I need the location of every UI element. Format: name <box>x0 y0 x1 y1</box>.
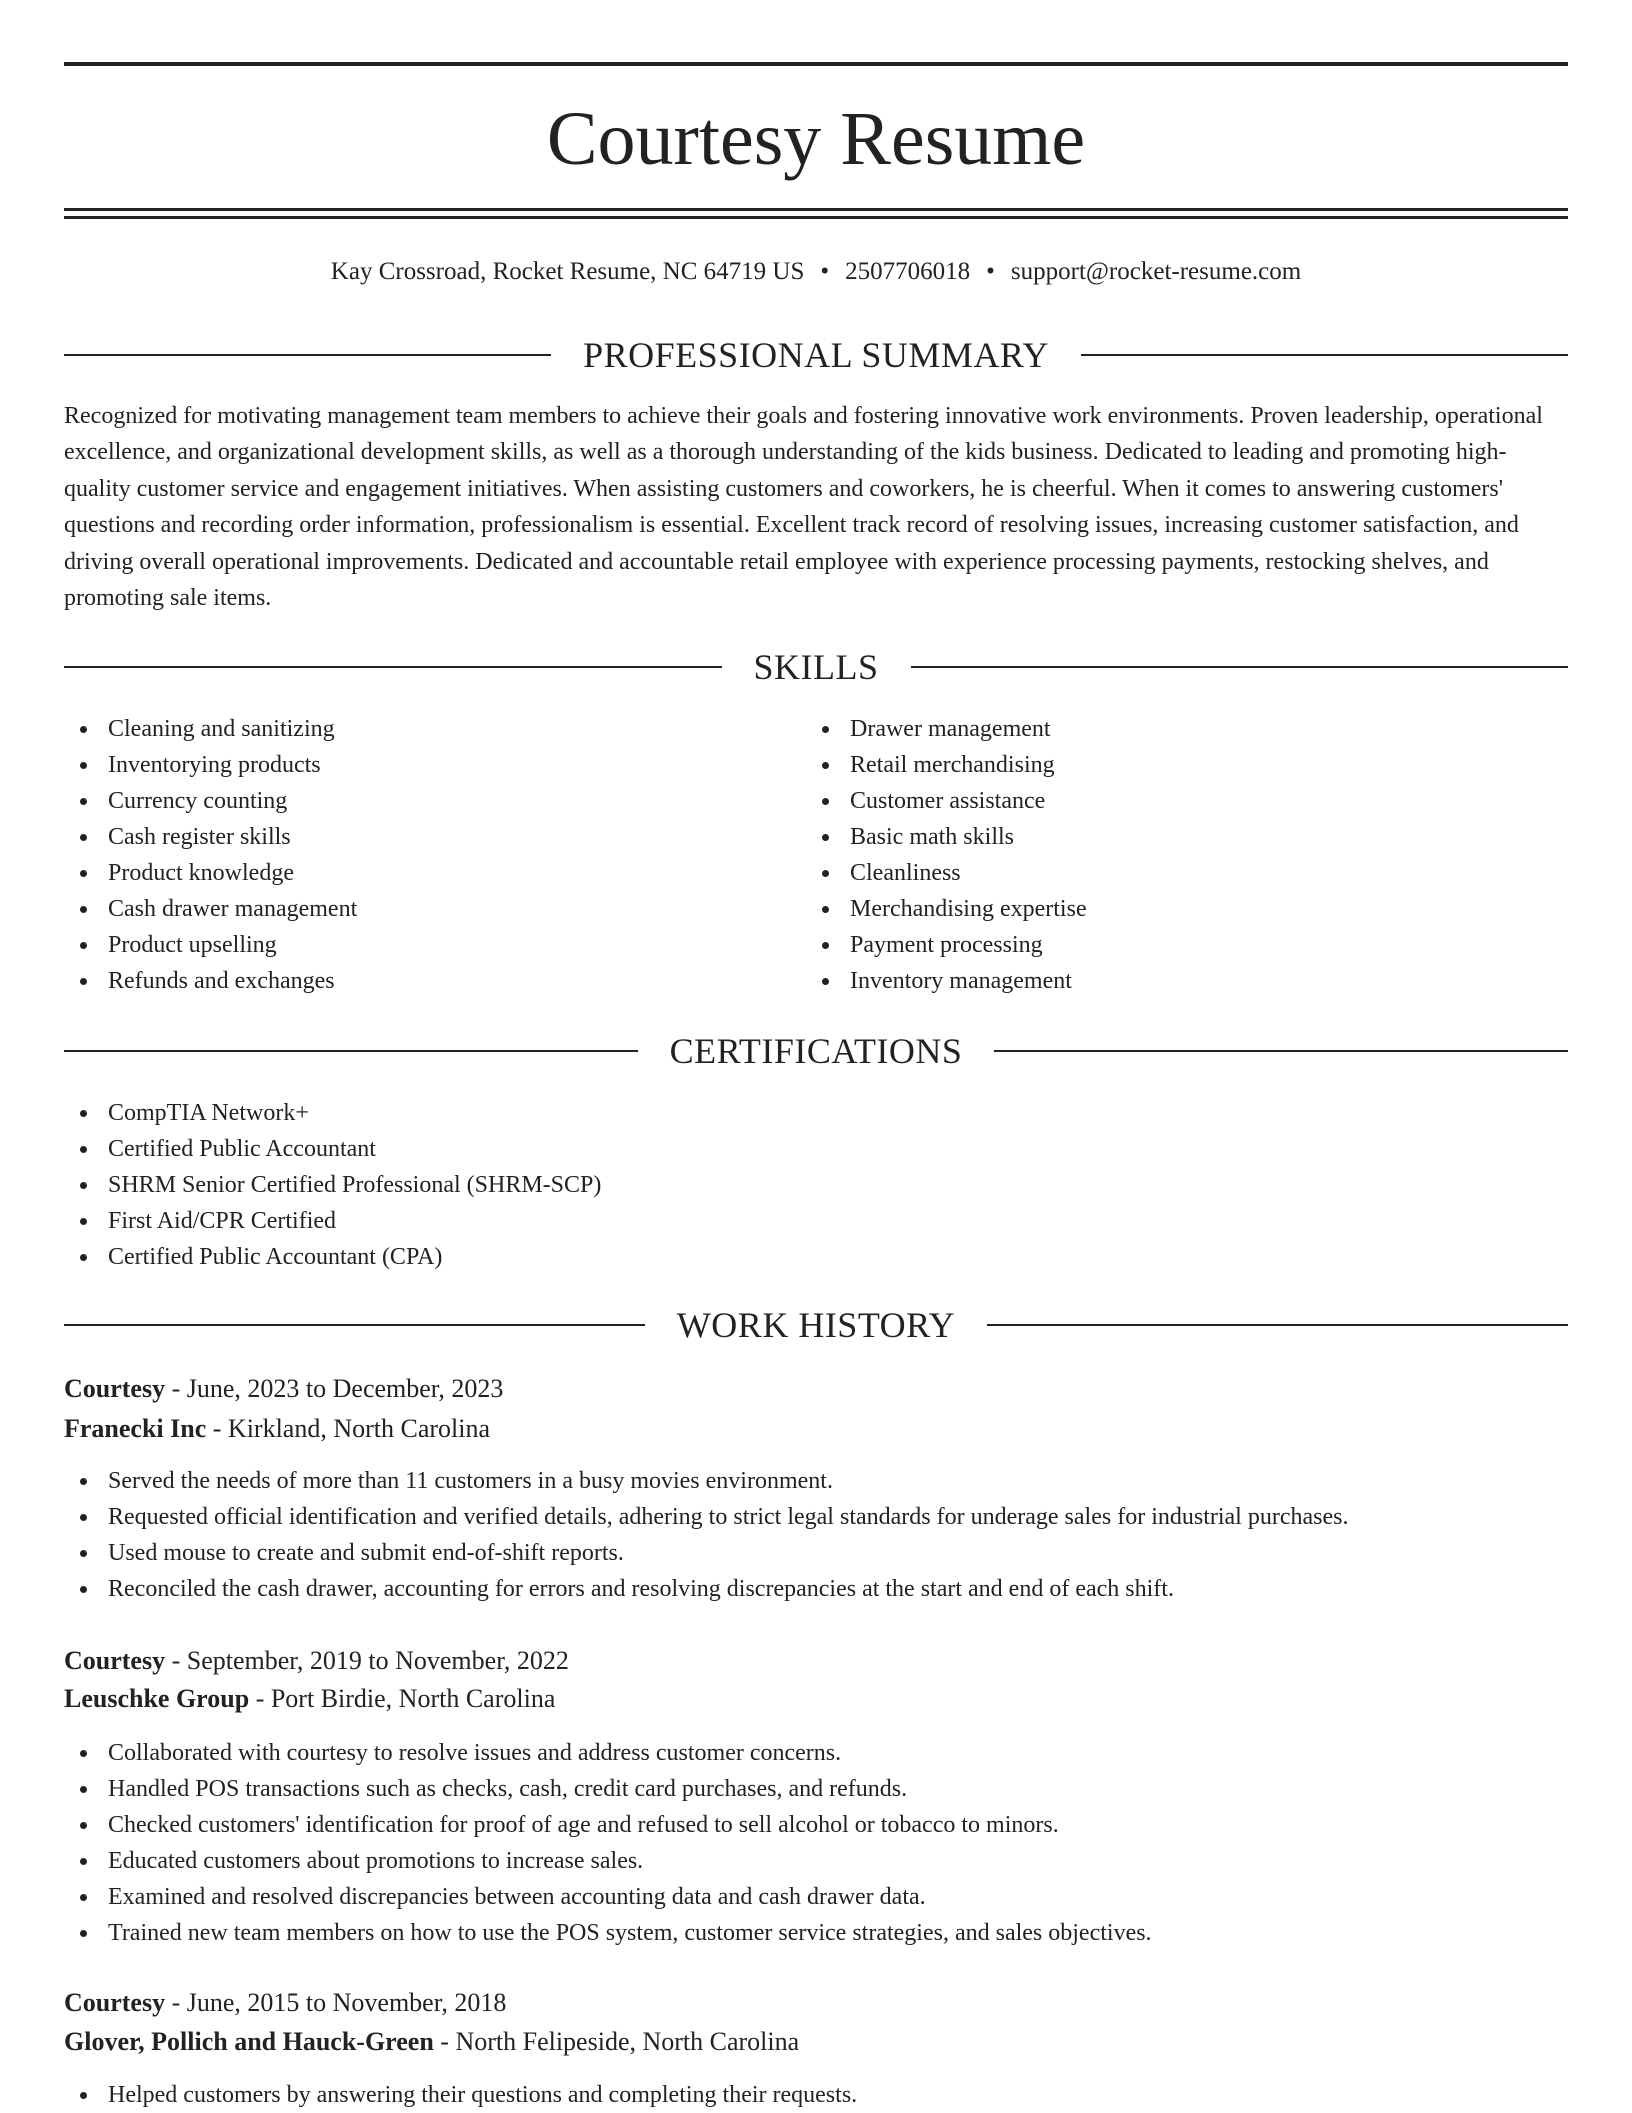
list-item: CompTIA Network+ <box>64 1095 1568 1131</box>
list-item: Educated customers about promotions to increase sales. <box>64 1843 1568 1879</box>
list-item: Used mouse to create and submit end-of-shift reports. <box>64 1535 1568 1571</box>
job-dates: - June, 2015 to November, 2018 <box>165 1988 507 2017</box>
title-double-rule-upper <box>64 208 1568 211</box>
list-item: First Aid/CPR Certified <box>64 1203 1568 1239</box>
job-dates: - June, 2023 to December, 2023 <box>165 1374 504 1403</box>
job-company: Glover, Pollich and Hauck-Green <box>64 2027 434 2056</box>
list-item: Helped customers by answering their questions and completing their requests. <box>64 2077 1568 2113</box>
list-item: Collaborated with courtesy to resolve issues and address customer concerns. <box>64 1735 1568 1771</box>
list-item: Payment processing <box>806 927 1546 963</box>
job-bullets <box>64 1463 1568 1607</box>
list-item: Handled POS transactions such as checks, cash, credit card purchases, and refunds. <box>64 1771 1568 1807</box>
job-role: Courtesy <box>64 1988 166 2017</box>
top-rule <box>64 62 1568 66</box>
job-company: Leuschke Group <box>64 1684 250 1713</box>
contact-separator: • <box>820 258 830 285</box>
job-role: Courtesy <box>64 1646 166 1675</box>
job-title-line <box>64 1984 506 2022</box>
job-location: - Kirkland, North Carolina <box>206 1414 491 1443</box>
list-item: Product knowledge <box>64 855 804 891</box>
list-item: Cash register skills <box>64 819 804 855</box>
list-item: Product upselling <box>64 927 804 963</box>
summary-heading-label: PROFESSIONAL SUMMARY <box>583 335 1049 375</box>
list-item: Examined and resolved discrepancies between accounting data and cash drawer data. <box>64 1879 1568 1915</box>
divider <box>64 354 551 356</box>
job-location: - Port Birdie, North Carolina <box>249 1684 556 1713</box>
list-item: SHRM Senior Certified Professional (SHRM-SCP) <box>64 1167 1568 1203</box>
work-history-heading-label: WORK HISTORY <box>676 1305 956 1345</box>
job-location: - North Felipeside, North Carolina <box>433 2027 800 2056</box>
list-item: Inventorying products <box>64 747 804 783</box>
list-item: Basic math skills <box>806 819 1546 855</box>
certifications-heading <box>64 1027 1568 1075</box>
skills-list-left <box>64 711 804 999</box>
list-item: Currency counting <box>64 783 804 819</box>
divider <box>64 666 722 668</box>
page-title: Courtesy Resume <box>546 97 1086 181</box>
list-item: Checked customers' identification for proof of age and refused to sell alcohol or tobacco to minors. <box>64 1807 1568 1843</box>
skills-list-right <box>806 711 1546 999</box>
list-item: Inventory management <box>806 963 1546 999</box>
list-item: Trained new team members on how to use the POS system, customer service strategies, and sales objectives. <box>64 1915 1568 1951</box>
divider <box>911 666 1569 668</box>
list-item: Cleaning and sanitizing <box>64 711 804 747</box>
list-item: Certified Public Accountant (CPA) <box>64 1239 1568 1275</box>
list-item: Customer assistance <box>806 783 1546 819</box>
divider <box>987 1324 1568 1326</box>
job-title-line <box>64 1370 503 1408</box>
summary-heading <box>64 331 1568 379</box>
job-company-line <box>64 1410 490 1448</box>
divider <box>1081 354 1568 356</box>
contact-line <box>64 254 1568 290</box>
title-double-rule-lower <box>64 216 1568 219</box>
contact-email: support@rocket-resume.com <box>1010 258 1302 285</box>
list-item: Cleanliness <box>806 855 1546 891</box>
contact-phone: 2507706018 <box>845 258 971 285</box>
skills-heading <box>64 643 1568 691</box>
work-history-heading <box>64 1301 1568 1349</box>
job-bullets <box>64 1735 1568 1951</box>
job-company: Franecki Inc <box>64 1414 207 1443</box>
contact-address: Kay Crossroad, Rocket Resume, NC 64719 US <box>330 258 805 285</box>
divider <box>64 1324 645 1326</box>
list-item: Merchandising expertise <box>806 891 1546 927</box>
divider <box>994 1050 1568 1052</box>
list-item: Refunds and exchanges <box>64 963 804 999</box>
job-title-line <box>64 1642 569 1680</box>
job-role: Courtesy <box>64 1374 166 1403</box>
list-item: Requested official identification and verified details, adhering to strict legal standards for underage sales for industrial purchases. <box>64 1499 1568 1535</box>
job-dates: - September, 2019 to November, 2022 <box>165 1646 569 1675</box>
certifications-heading-label: CERTIFICATIONS <box>669 1031 963 1071</box>
summary-text: Recognized for motivating management team members to achieve their goals and fostering innovative work environments. Proven leadership, operational excellence, and organizational development skills, as well as a thorough understanding of the kids business. Dedicated to leading and promoting high-quality customer service and engagement initiatives. When assisting customers and coworkers, he is cheerful. When it comes to answering customers' questions and recording order information, professionalism is essential. Excellent track record of resolving issues, increasing customer satisfaction, and driving overall operational improvements. Dedicated and accountable retail employee with experience processing payments, restocking shelves, and promoting sale items. <box>64 403 1543 612</box>
list-item: Cash drawer management <box>64 891 804 927</box>
contact-separator: • <box>986 258 995 285</box>
job-bullets <box>64 2077 1568 2113</box>
list-item: Retail merchandising <box>806 747 1546 783</box>
list-item: Reconciled the cash drawer, accounting for errors and resolving discrepancies at the start and end of each shift. <box>64 1571 1568 1607</box>
skills-heading-label: SKILLS <box>753 647 879 687</box>
list-item: Certified Public Accountant <box>64 1131 1568 1167</box>
list-item: Served the needs of more than 11 customers in a busy movies environment. <box>64 1463 1568 1499</box>
job-company-line <box>64 2023 799 2061</box>
divider <box>64 1050 638 1052</box>
list-item: Drawer management <box>806 711 1546 747</box>
job-company-line <box>64 1680 555 1718</box>
certifications-list <box>64 1095 1568 1275</box>
